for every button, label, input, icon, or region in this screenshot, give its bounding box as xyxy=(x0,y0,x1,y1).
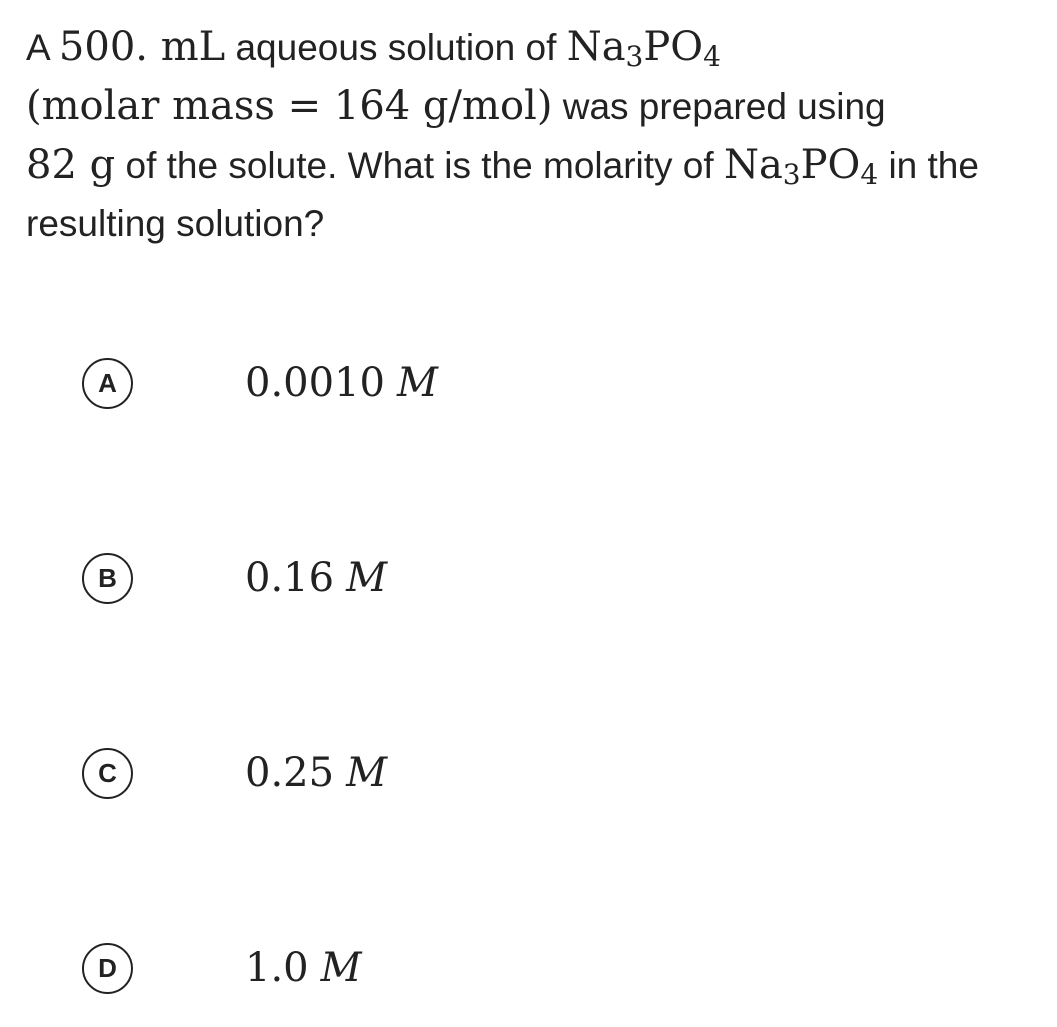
choice-b-number: 0.16 xyxy=(245,555,335,601)
choice-letter-b-icon: B xyxy=(82,553,133,604)
choice-b[interactable] xyxy=(82,543,782,613)
choice-d-number: 1.0 xyxy=(245,945,309,991)
choice-c[interactable] xyxy=(82,738,782,808)
choice-letter-c-icon: C xyxy=(82,748,133,799)
molar-mass-value: (molar mass = 164 g/mol) xyxy=(26,83,553,129)
formula-subscript-3: 3 xyxy=(782,158,801,191)
question-text-part2: aqueous solution of xyxy=(225,27,567,68)
formula-subscript-4: 4 xyxy=(860,158,879,191)
choice-a[interactable] xyxy=(82,348,782,418)
chemical-formula xyxy=(566,24,721,73)
choice-d-unit: M xyxy=(320,945,362,991)
formula-element-na: Na xyxy=(723,142,783,188)
choice-a-unit: M xyxy=(396,360,438,406)
choice-c-number: 0.25 xyxy=(245,750,335,796)
choice-c-value xyxy=(245,750,387,796)
question-text-part1: A xyxy=(26,27,59,68)
volume-value: 500. mL xyxy=(58,24,226,70)
choice-letter-a-icon: A xyxy=(82,358,133,409)
chemical-formula-2 xyxy=(723,142,879,191)
choice-a-value xyxy=(245,360,438,406)
choice-a-number: 0.0010 xyxy=(245,360,385,406)
formula-subscript-4: 4 xyxy=(703,40,721,73)
choice-letter-d-icon: D xyxy=(82,943,133,994)
choice-b-value xyxy=(245,555,387,601)
question-text-part4: of the solute. What is the molarity of xyxy=(115,145,724,186)
question-text-part3: was prepared using xyxy=(552,86,886,127)
choice-b-unit: M xyxy=(346,555,388,601)
choice-d-value xyxy=(245,945,362,991)
formula-subscript-3: 3 xyxy=(625,40,644,73)
mass-value: 82 g xyxy=(26,142,116,188)
question-text xyxy=(26,18,1036,253)
formula-element-po: PO xyxy=(800,142,861,188)
choice-d[interactable] xyxy=(82,933,782,1003)
choice-c-unit: M xyxy=(346,750,388,796)
formula-element-po: PO xyxy=(643,24,704,70)
question-text-part5: in the resulting solution? xyxy=(26,145,979,244)
formula-element-na: Na xyxy=(566,24,626,70)
